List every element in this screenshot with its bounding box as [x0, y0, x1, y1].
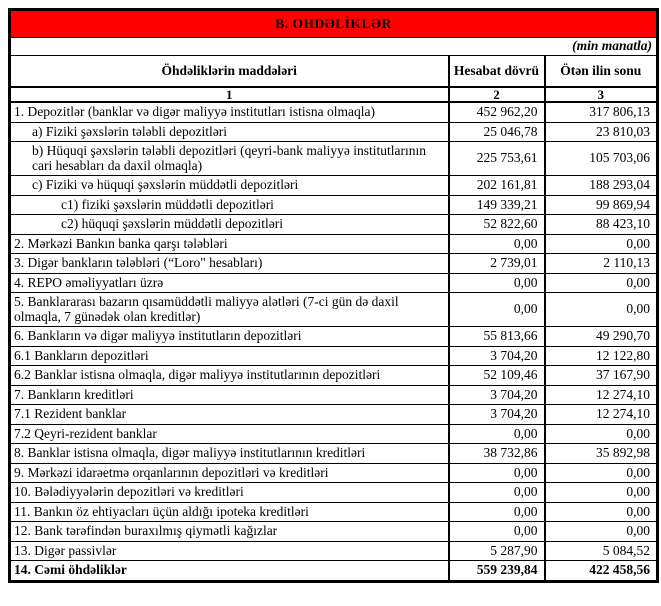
- row-previous-year-value: 0,00: [545, 293, 658, 327]
- row-previous-year-value: 0,00: [545, 502, 658, 522]
- column-header-previous-year-end: Ötən ilin sonu: [545, 56, 658, 88]
- row-label-cell: c) Fiziki və hüquqi şəxslərin müddətli depozitləri: [10, 176, 449, 196]
- row-label-cell: 7. Bankların kreditləri: [10, 385, 449, 405]
- row-label-cell: c1) fiziki şəxslərin müddətli depozitləri: [10, 195, 449, 215]
- row-previous-year-value: 23 810,03: [545, 122, 658, 142]
- row-label-cell: 3. Digər bankların tələbləri (“Loro" hesabları): [10, 254, 449, 274]
- row-previous-year-value: 12 274,10: [545, 405, 658, 425]
- row-current-period-value: 0,00: [449, 522, 545, 542]
- table-row: [10, 142, 658, 176]
- table-row: [10, 463, 658, 483]
- row-previous-year-value: 2 110,13: [545, 254, 658, 274]
- table-row: [10, 522, 658, 542]
- row-label-cell: 1. Depozitlər (banklar və digər maliyyə institutları istisna olmaqla): [10, 102, 449, 122]
- row-previous-year-value: 5 084,52: [545, 541, 658, 561]
- row-current-period-value: 0,00: [449, 502, 545, 522]
- row-label-cell: 12. Bank tərəfindən buraxılmış qiymətli kağızlar: [10, 522, 449, 542]
- row-previous-year-value: 0,00: [545, 483, 658, 503]
- row-previous-year-value: 0,00: [545, 424, 658, 444]
- row-current-period-value: 25 046,78: [449, 122, 545, 142]
- row-previous-year-value: 317 806,13: [545, 102, 658, 122]
- row-current-period-value: 0,00: [449, 463, 545, 483]
- row-current-period-value: 0,00: [449, 293, 545, 327]
- table-row: [10, 444, 658, 464]
- table-row: [10, 502, 658, 522]
- row-previous-year-value: 35 892,98: [545, 444, 658, 464]
- row-previous-year-value: 0,00: [545, 234, 658, 254]
- table-row: [10, 273, 658, 293]
- row-previous-year-value: 188 293,04: [545, 176, 658, 196]
- table-row: [10, 346, 658, 366]
- table-title: B. OHDƏLİKLƏR: [10, 10, 658, 38]
- row-previous-year-value: 12 122,80: [545, 346, 658, 366]
- row-current-period-value: 0,00: [449, 424, 545, 444]
- table-row: [10, 234, 658, 254]
- row-current-period-value: 149 339,21: [449, 195, 545, 215]
- column-number-row: [10, 87, 658, 102]
- table-row: [10, 405, 658, 425]
- title-row: [10, 10, 658, 38]
- row-current-period-value: 3 704,20: [449, 346, 545, 366]
- row-current-period-value: 0,00: [449, 273, 545, 293]
- row-label-cell: 7.2 Qeyri-rezident banklar: [10, 424, 449, 444]
- row-current-period-value: 452 962,20: [449, 102, 545, 122]
- row-previous-year-value: 422 458,56: [545, 561, 658, 582]
- row-label-cell: 7.1 Rezident banklar: [10, 405, 449, 425]
- unit-note: (min manatla): [10, 38, 658, 56]
- row-label-cell: a) Fiziki şəxslərin tələbli depozitləri: [10, 122, 449, 142]
- row-label-cell: 13. Digər passivlər: [10, 541, 449, 561]
- column-header-row: [10, 56, 658, 88]
- row-current-period-value: 5 287,90: [449, 541, 545, 561]
- row-current-period-value: 52 109,46: [449, 366, 545, 386]
- row-current-period-value: 0,00: [449, 483, 545, 503]
- row-label-cell: 8. Banklar istisna olmaqla, digər maliyyə institutlarının kreditləri: [10, 444, 449, 464]
- row-label-cell: 6.1 Bankların depozitləri: [10, 346, 449, 366]
- table-row: [10, 366, 658, 386]
- table-row: [10, 215, 658, 235]
- row-current-period-value: 2 739,01: [449, 254, 545, 274]
- table-row: [10, 122, 658, 142]
- row-label-cell: 9. Mərkəzi idarəetmə orqanlarının depozitləri və kreditləri: [10, 463, 449, 483]
- row-previous-year-value: 0,00: [545, 273, 658, 293]
- table-row: [10, 195, 658, 215]
- row-current-period-value: 225 753,61: [449, 142, 545, 176]
- column-header-items: Öhdəliklərin maddələri: [10, 56, 449, 88]
- row-label-cell: 14. Cəmi öhdəliklər: [10, 561, 449, 582]
- row-current-period-value: 3 704,20: [449, 405, 545, 425]
- row-current-period-value: 55 813,66: [449, 327, 545, 347]
- row-previous-year-value: 37 167,90: [545, 366, 658, 386]
- row-previous-year-value: 99 869,94: [545, 195, 658, 215]
- table-row: [10, 424, 658, 444]
- row-label-cell: 4. REPO əməliyyatları üzrə: [10, 273, 449, 293]
- row-current-period-value: 0,00: [449, 234, 545, 254]
- row-label-cell: c2) hüquqi şəxslərin müddətli depozitləri: [10, 215, 449, 235]
- row-label-cell: 11. Bankın öz ehtiyacları üçün aldığı ipoteka kreditləri: [10, 502, 449, 522]
- table-row: [10, 254, 658, 274]
- table-row: [10, 327, 658, 347]
- table-row: [10, 541, 658, 561]
- row-previous-year-value: 0,00: [545, 463, 658, 483]
- row-current-period-value: 3 704,20: [449, 385, 545, 405]
- row-label-cell: 2. Mərkəzi Bankın banka qarşı tələbləri: [10, 234, 449, 254]
- table-row: [10, 385, 658, 405]
- column-number-1: 1: [10, 87, 449, 102]
- row-previous-year-value: 12 274,10: [545, 385, 658, 405]
- row-label-cell: b) Hüquqi şəxslərin tələbli depozitləri (qeyri-bank maliyyə institutlarının cari hesabları da daxil olmaqla): [10, 142, 449, 176]
- table-row: [10, 176, 658, 196]
- column-number-3: 3: [545, 87, 658, 102]
- row-previous-year-value: 88 423,10: [545, 215, 658, 235]
- row-current-period-value: 202 161,81: [449, 176, 545, 196]
- row-previous-year-value: 49 290,70: [545, 327, 658, 347]
- liabilities-table: [8, 8, 659, 583]
- row-current-period-value: 38 732,86: [449, 444, 545, 464]
- table-body: [10, 102, 658, 581]
- unit-note-row: [10, 38, 658, 56]
- table-row: [10, 483, 658, 503]
- row-label-cell: 6. Bankların və digər maliyyə institutların depozitləri: [10, 327, 449, 347]
- table-row: [10, 293, 658, 327]
- row-label-cell: 6.2 Banklar istisna olmaqla, digər maliyyə institutlarının depozitləri: [10, 366, 449, 386]
- row-current-period-value: 52 822,60: [449, 215, 545, 235]
- column-number-2: 2: [449, 87, 545, 102]
- row-label-cell: 10. Bələdiyyələrin depozitləri və kreditləri: [10, 483, 449, 503]
- row-label-cell: 5. Banklararası bazarın qısamüddətli maliyyə alətləri (7-ci gün də daxil olmaqla, 7 günədək olan kreditlər): [10, 293, 449, 327]
- column-header-current-period: Hesabat dövrü: [449, 56, 545, 88]
- table-row: [10, 102, 658, 122]
- row-current-period-value: 559 239,84: [449, 561, 545, 582]
- row-previous-year-value: 0,00: [545, 522, 658, 542]
- table-row: [10, 561, 658, 582]
- row-previous-year-value: 105 703,06: [545, 142, 658, 176]
